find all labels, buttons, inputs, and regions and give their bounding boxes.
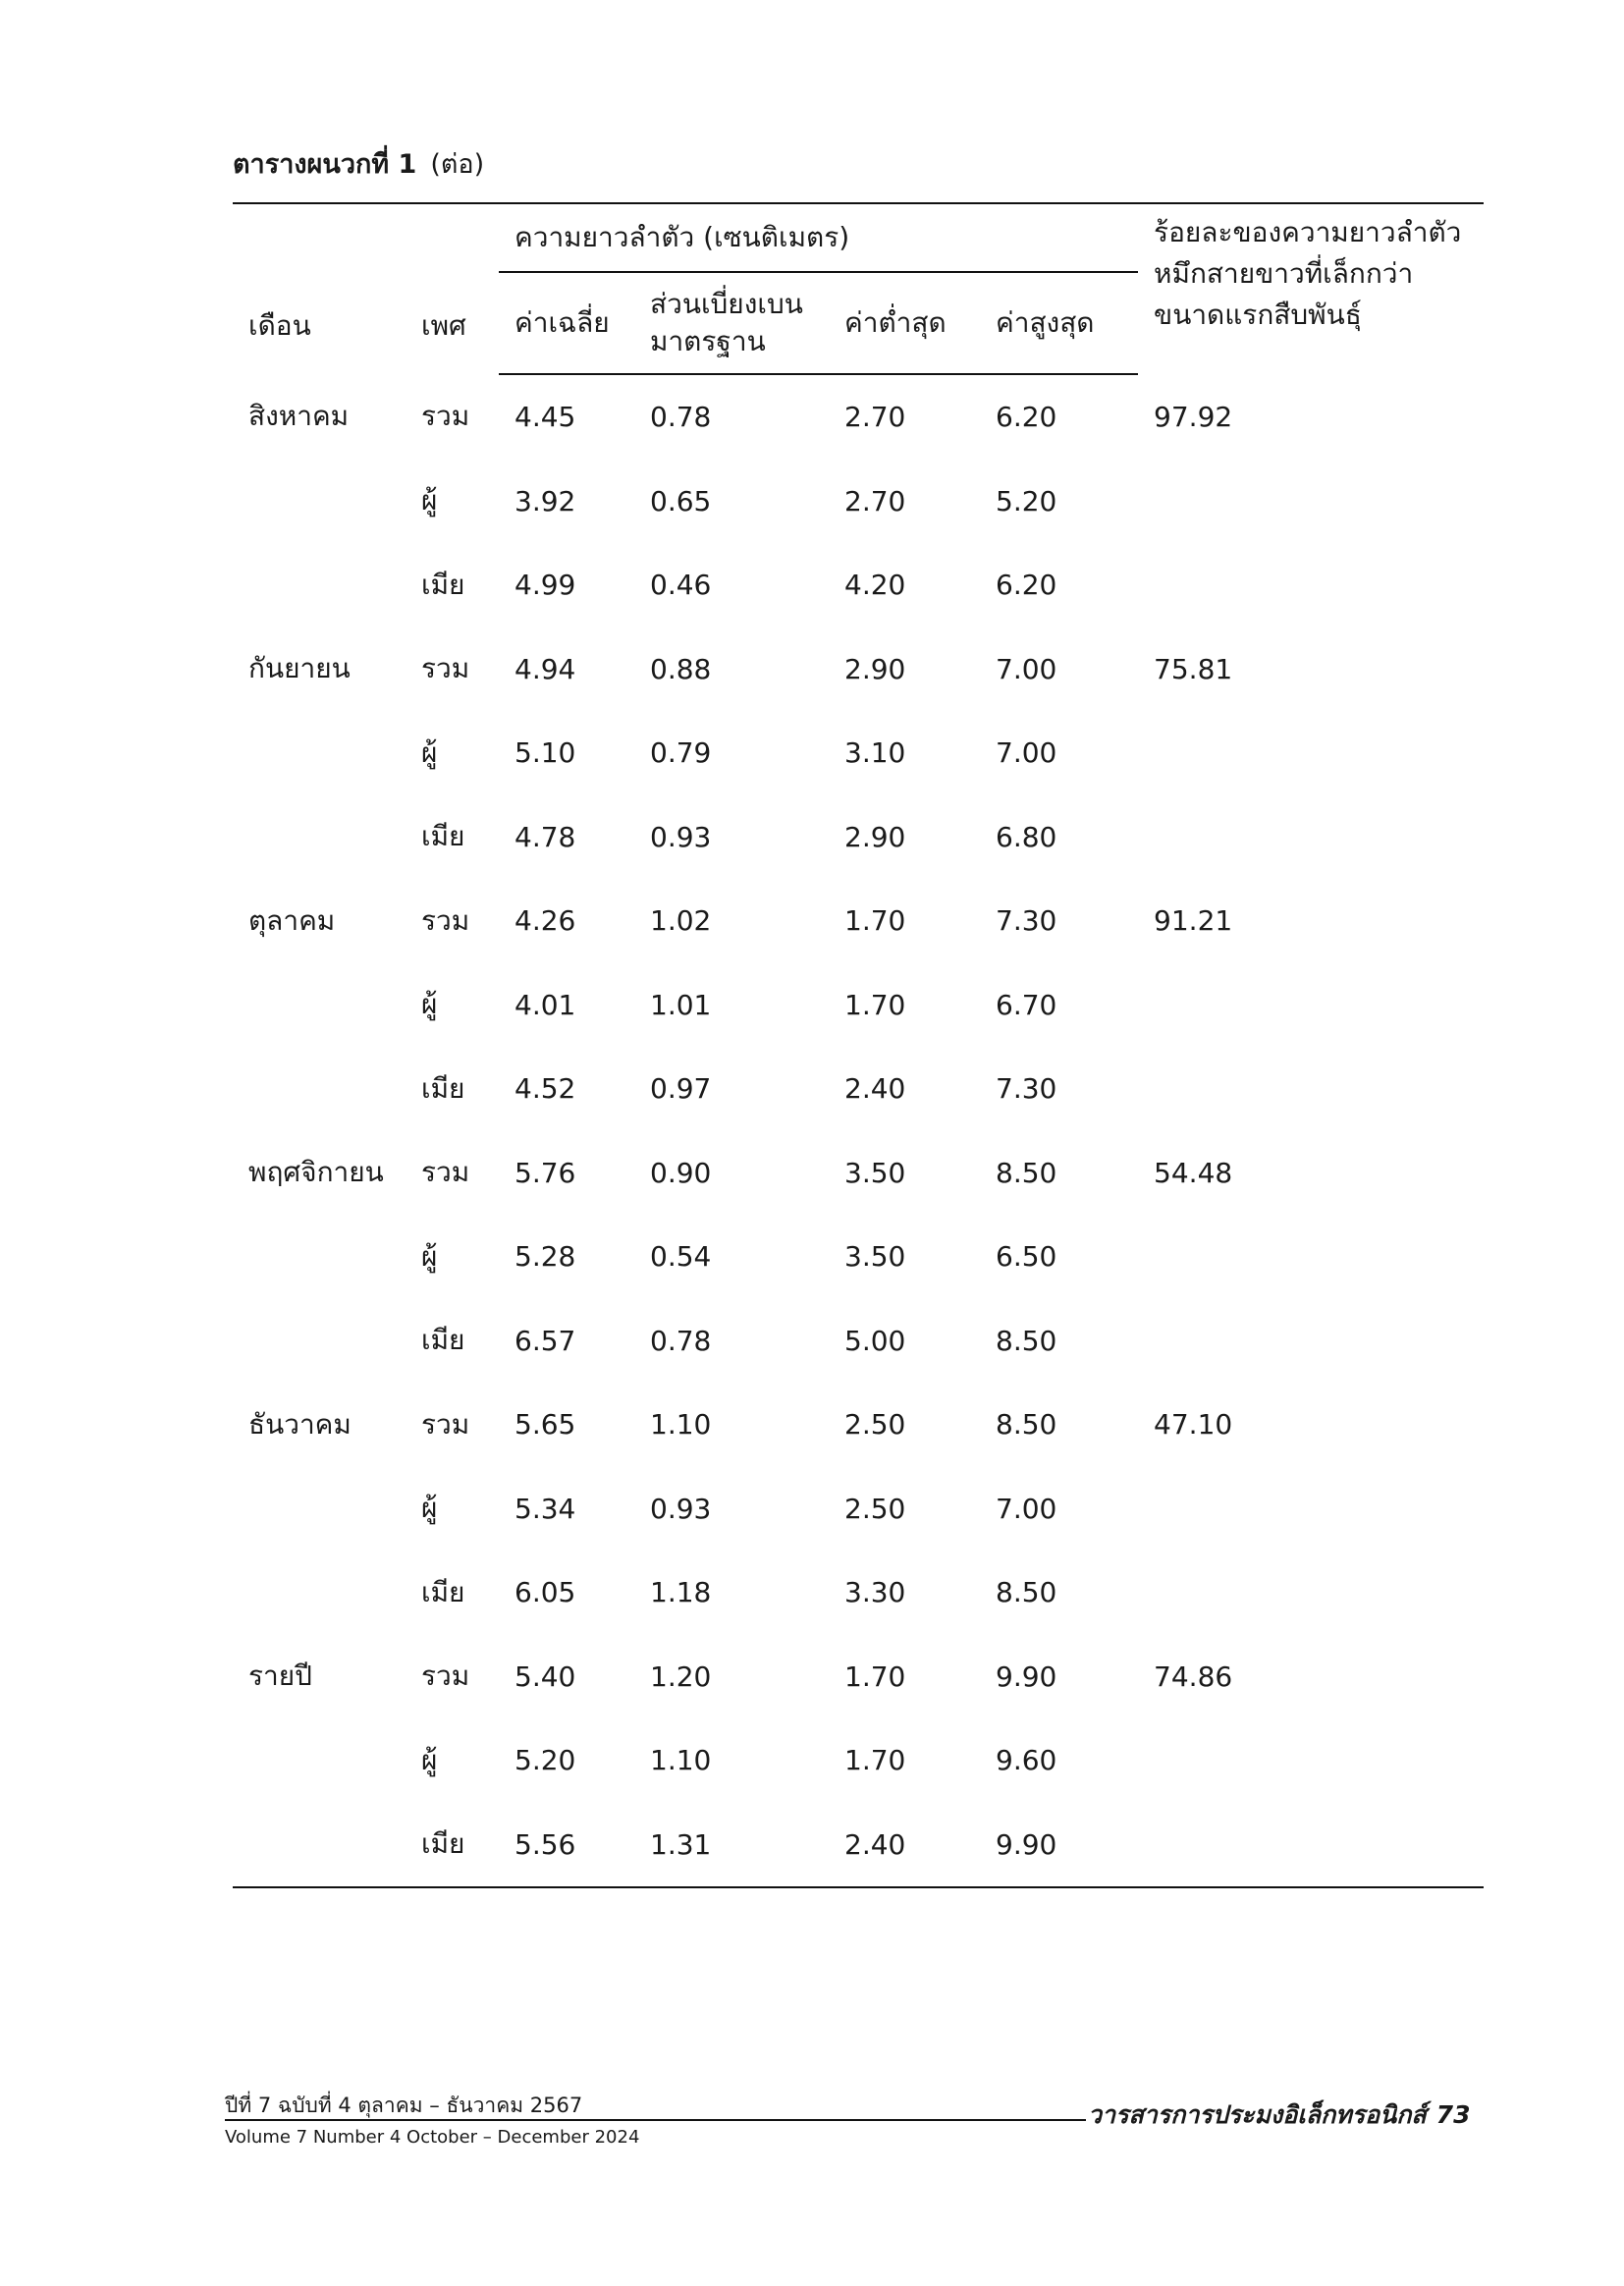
cell-month: [233, 795, 406, 880]
cell-pct: 54.48: [1154, 1156, 1233, 1189]
cell-sd: 0.78: [650, 1324, 712, 1357]
table-row: [233, 1635, 1484, 1719]
cell-sex: เมีย: [421, 1324, 465, 1357]
cell-min: 1.70: [844, 904, 906, 938]
cell-pct: [1138, 1467, 1484, 1551]
cell-max: 8.50: [996, 1408, 1057, 1442]
journal-title: [1088, 2096, 1470, 2135]
table-row: [233, 963, 1484, 1048]
cell-month: [233, 1467, 406, 1551]
cell-max: 6.20: [996, 401, 1057, 434]
cell-sd: 1.10: [650, 1408, 712, 1442]
cell-sex: ผู้: [421, 484, 438, 517]
header-month: เดือน: [233, 203, 406, 374]
cell-max: 6.80: [996, 820, 1057, 853]
cell-sex: ผู้: [421, 1239, 438, 1273]
cell-pct: [1138, 1047, 1484, 1131]
table-row: [233, 1467, 1484, 1551]
cell-sd: 0.93: [650, 1492, 712, 1525]
cell-mean: 3.92: [514, 484, 576, 517]
cell-sd: 0.54: [650, 1240, 712, 1274]
table-row: [233, 1551, 1484, 1635]
cell-month: รายปี: [248, 1660, 312, 1693]
cell-mean: 5.28: [514, 1240, 576, 1274]
cell-month: กันยายน: [248, 652, 351, 685]
cell-sex: รวม: [421, 903, 470, 937]
cell-pct: [1138, 460, 1484, 544]
cell-min: 1.70: [844, 988, 906, 1021]
cell-mean: 5.65: [514, 1408, 576, 1442]
cell-max: 9.90: [996, 1660, 1057, 1693]
cell-max: 7.30: [996, 1072, 1057, 1106]
page-number: 73: [1435, 2100, 1471, 2129]
cell-max: 9.90: [980, 1803, 1138, 1888]
table-row: [233, 460, 1484, 544]
cell-min: 2.50: [844, 1408, 906, 1442]
cell-sd: 0.46: [650, 569, 712, 602]
cell-pct: 97.92: [1154, 400, 1233, 433]
cell-pct: [1138, 543, 1484, 627]
cell-month: [233, 1551, 406, 1635]
cell-month: [233, 1215, 406, 1299]
cell-max: 8.50: [996, 1576, 1057, 1609]
cell-min: 3.50: [844, 1240, 906, 1274]
cell-month: ธันวาคม: [248, 1407, 352, 1441]
cell-min: 3.30: [844, 1576, 906, 1609]
cell-min: 3.50: [844, 1156, 906, 1189]
cell-month: สิงหาคม: [248, 400, 350, 433]
cell-min: 2.70: [844, 401, 906, 434]
cell-sex: รวม: [421, 1156, 470, 1189]
cell-mean: 4.52: [514, 1072, 576, 1106]
cell-sex: เมีย: [421, 820, 465, 853]
cell-sd: 0.97: [650, 1072, 712, 1106]
cell-min: 1.70: [844, 1660, 906, 1693]
header-mean: ค่าเฉลี่ย: [499, 272, 634, 374]
header-sd: [634, 272, 829, 374]
body-length-table: [233, 202, 1484, 1888]
cell-sd: 1.20: [650, 1660, 712, 1693]
cell-month: [233, 1299, 406, 1384]
cell-pct: 91.21: [1154, 904, 1233, 938]
cell-mean: 4.26: [514, 904, 576, 938]
table-header: [233, 203, 1484, 374]
cell-max: 7.00: [996, 736, 1057, 770]
cell-max: 5.20: [996, 484, 1057, 517]
table-row: [233, 627, 1484, 712]
header-sex: เพศ: [406, 203, 499, 374]
cell-sd: 1.02: [650, 904, 712, 938]
cell-pct: [1138, 795, 1484, 880]
cell-month: ตุลาคม: [248, 903, 336, 937]
cell-sd: 1.31: [634, 1803, 829, 1888]
cell-pct: [1138, 1718, 1484, 1803]
cell-sd: 1.01: [650, 988, 712, 1021]
cell-max: 7.00: [996, 1492, 1057, 1525]
header-min: ค่าต่ำสุด: [829, 272, 980, 374]
cell-mean: 5.56: [499, 1803, 634, 1888]
table-row: [233, 1383, 1484, 1467]
table-row: [233, 543, 1484, 627]
cell-max: 8.50: [996, 1324, 1057, 1357]
table-caption-title: ตารางผนวกที่ 1: [233, 149, 417, 180]
cell-pct: [1138, 1551, 1484, 1635]
cell-min: 5.00: [844, 1324, 906, 1357]
table-row: [233, 1215, 1484, 1299]
cell-mean: 4.45: [514, 401, 576, 434]
table-row: [233, 374, 1484, 460]
header-body-length-group: ความยาวลำตัว (เซนติเมตร): [499, 203, 1138, 272]
cell-sex: เมีย: [421, 1575, 465, 1608]
header-sd-line2: มาตรฐาน: [650, 325, 766, 357]
cell-month: [233, 1803, 406, 1888]
cell-sex: ผู้: [421, 1492, 438, 1525]
cell-month: [233, 460, 406, 544]
cell-mean: 4.99: [514, 569, 576, 602]
table-row: [233, 1299, 1484, 1384]
cell-sd: 1.10: [650, 1744, 712, 1777]
cell-sex: รวม: [421, 1407, 470, 1441]
cell-sd: 0.79: [650, 736, 712, 770]
cell-mean: 5.76: [514, 1156, 576, 1189]
header-pct-line1: ร้อยละของความยาวลำตัว: [1154, 216, 1462, 248]
cell-month: [233, 1047, 406, 1131]
cell-min: 3.10: [844, 736, 906, 770]
cell-sex: เมีย: [421, 1071, 465, 1105]
cell-min: 2.90: [844, 820, 906, 853]
footer-issue-thai: ปีที่ 7 ฉบับที่ 4 ตุลาคม – ธันวาคม 2567: [225, 2094, 583, 2117]
cell-pct: [1138, 1215, 1484, 1299]
cell-sex: รวม: [421, 400, 470, 433]
cell-pct: [1138, 963, 1484, 1048]
cell-max: 9.60: [996, 1744, 1057, 1777]
cell-sd: 0.88: [650, 652, 712, 685]
cell-sd: 0.65: [650, 484, 712, 517]
cell-max: 8.50: [996, 1156, 1057, 1189]
cell-max: 7.30: [996, 904, 1057, 938]
cell-month: [233, 543, 406, 627]
cell-max: 7.00: [996, 652, 1057, 685]
cell-max: 6.50: [996, 1240, 1057, 1274]
cell-mean: 4.01: [514, 988, 576, 1021]
cell-sex: รวม: [421, 652, 470, 685]
header-max: ค่าสูงสุด: [980, 272, 1138, 374]
table-row: [233, 795, 1484, 880]
cell-month: [233, 963, 406, 1048]
cell-month: [233, 1718, 406, 1803]
cell-pct: 75.81: [1154, 652, 1233, 685]
cell-min: 2.40: [829, 1803, 980, 1888]
cell-sex: เมีย: [406, 1803, 499, 1888]
cell-sex: ผู้: [421, 1743, 438, 1776]
cell-sex: เมีย: [421, 568, 465, 601]
table-caption-continued: (ต่อ): [430, 149, 485, 180]
cell-max: 6.70: [996, 988, 1057, 1021]
cell-min: 2.70: [844, 484, 906, 517]
cell-mean: 5.10: [514, 736, 576, 770]
cell-sex: ผู้: [421, 988, 438, 1021]
cell-min: 4.20: [844, 569, 906, 602]
cell-pct: 74.86: [1154, 1660, 1233, 1693]
cell-sd: 0.78: [650, 401, 712, 434]
cell-month: [233, 711, 406, 795]
table-row: [233, 1131, 1484, 1216]
cell-max: 6.20: [996, 569, 1057, 602]
cell-mean: 4.78: [514, 820, 576, 853]
header-sd-line1: ส่วนเบี่ยงเบน: [650, 288, 803, 320]
cell-mean: 5.20: [514, 1744, 576, 1777]
cell-pct: [1138, 1299, 1484, 1384]
cell-pct: [1138, 711, 1484, 795]
cell-sd: 0.93: [650, 820, 712, 853]
cell-sd: 1.18: [650, 1576, 712, 1609]
cell-pct: 47.10: [1154, 1408, 1233, 1442]
table-row: [233, 1047, 1484, 1131]
table-body: [233, 374, 1484, 1887]
cell-sd: 0.90: [650, 1156, 712, 1189]
cell-mean: 4.94: [514, 652, 576, 685]
cell-mean: 6.57: [514, 1324, 576, 1357]
cell-mean: 6.05: [514, 1576, 576, 1609]
table-row: [233, 1803, 1484, 1888]
cell-min: 1.70: [844, 1744, 906, 1777]
cell-mean: 5.34: [514, 1492, 576, 1525]
cell-min: 2.90: [844, 652, 906, 685]
footer-rule: [225, 2119, 1086, 2121]
table-row: [233, 711, 1484, 795]
journal-name: วารสารการประมงอิเล็กทรอนิกส์: [1088, 2100, 1427, 2129]
cell-min: 2.40: [844, 1072, 906, 1106]
table-caption: [233, 145, 484, 185]
footer-issue-english: Volume 7 Number 4 October – December 2024: [225, 2127, 640, 2148]
table-row: [233, 879, 1484, 963]
cell-sex: รวม: [421, 1660, 470, 1693]
table-row: [233, 1718, 1484, 1803]
header-percent-below-maturity: [1138, 203, 1484, 374]
cell-sex: ผู้: [421, 735, 438, 769]
cell-month: พฤศจิกายน: [248, 1156, 384, 1189]
cell-min: 2.50: [844, 1492, 906, 1525]
cell-mean: 5.40: [514, 1660, 576, 1693]
header-pct-line3: ขนาดแรกสืบพันธุ์: [1154, 299, 1362, 331]
header-pct-line2: หมึกสายขาวที่เล็กกว่า: [1154, 257, 1414, 290]
cell-pct: [1138, 1803, 1484, 1888]
